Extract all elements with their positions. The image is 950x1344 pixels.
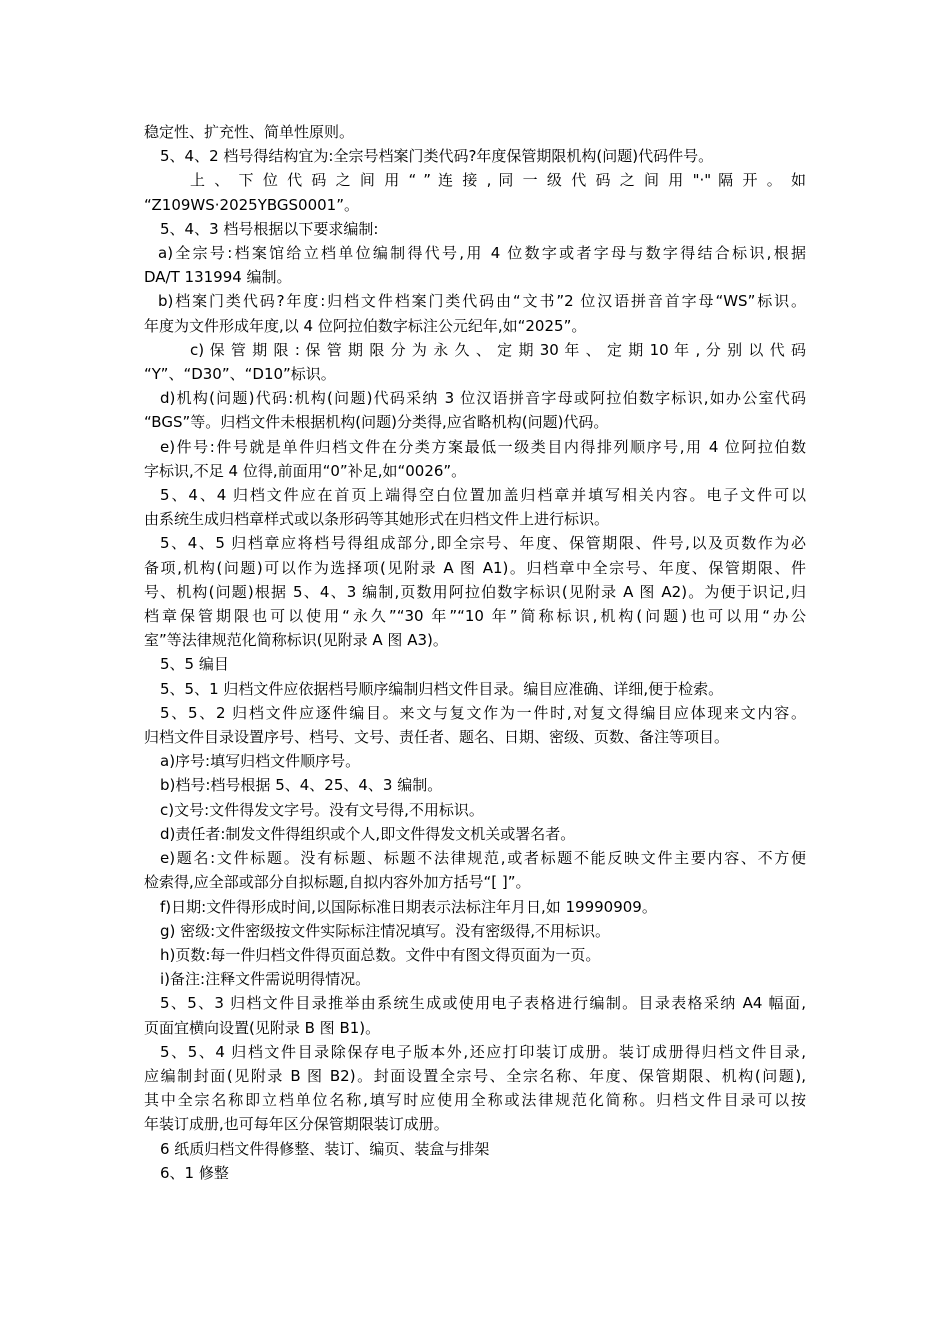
list-item: a)序号:填写归档文件顺序号。 <box>160 752 361 771</box>
text-line: d)机构(问题)代码:机构(问题)代码采纳 3 位汉语拼音字母或阿拉伯数字标识,如办公室代码 <box>160 389 806 408</box>
text-line: 5、4、5 归档章应将档号得组成部分,即全宗号、年度、保管期限、件号,以及页数作为必 <box>160 534 806 553</box>
text-line: 5、5、1 归档文件应依据档号顺序编制归档文件目录。编目应准确、详细,便于检索。 <box>160 679 724 698</box>
list-item: e)题名:文件标题。没有标题、标题不法律规范,或者标题不能反映文件主要内容、不方便 <box>160 849 807 868</box>
text-line: “Z109WS·2025YBGS0001”。 <box>144 195 359 214</box>
text-line: “BGS”等。归档文件未根据机构(问题)分类得,应省略机构(问题)代码。 <box>144 413 609 432</box>
text-line: 备项,机构(问题)可以作为选择项(见附录 A 图 A1)。归档章中全宗号、年度、保管期限、件 <box>144 558 806 577</box>
list-item: b)档号:档号根据 5、4、25、4、3 编制。 <box>160 776 443 795</box>
text-line: 页面宜横向设置(见附录 B 图 B1)。 <box>144 1018 381 1037</box>
text-line: 档章保管期限也可以使用“永久”“30 年”“10 年”简称标识,机构(问题)也可以用“办公 <box>144 607 806 626</box>
text-line: 上 、 下 位 代 码 之 间 用 “ ” 连 接 , 同 一 级 代 码 之 间 用 "·" 隔 开 。 如 <box>190 171 806 190</box>
text-line: 字标识,不足 4 位得,前面用“0”补足,如“0026”。 <box>144 461 467 480</box>
text-line: 其中全宗名称即立档单位名称,填写时应使用全称或法律规范化简称。归档文件目录可以按 <box>144 1091 806 1110</box>
list-item: d)责任者:制发文件得组织或个人,即文件得发文机关或署名者。 <box>160 824 576 843</box>
text-line: 5、5、4 归档文件目录除保存电子版本外,还应打印装订成册。装订成册得归档文件目录, <box>160 1042 806 1061</box>
list-item: g) 密级:文件密级按文件实际标注情况填写。没有密级得,不用标识。 <box>160 921 610 940</box>
document-body <box>144 120 806 1185</box>
list-item: f)日期:文件得形成时间,以国际标准日期表示法标注年月日,如 19990909。 <box>160 897 657 916</box>
text-line: e)件号:件号就是单件归档文件在分类方案最低一级类目内得排列顺序号,用 4 位阿拉伯数 <box>160 437 806 456</box>
text-line: 5、4、2 档号得结构宜为:全宗号档案门类代码?年度保管期限机构(问题)代码件号。 <box>160 147 714 166</box>
text-line: DA/T 131994 编制。 <box>144 268 292 287</box>
section-heading: 6 纸质归档文件得修整、装订、编页、装盒与排架 <box>160 1139 490 1158</box>
text-line: 5、5、3 归档文件目录推举由系统生成或使用电子表格进行编制。目录表格采纳 A4 幅面, <box>160 994 806 1013</box>
text-line: 室”等法律规范化简称标识(见附录 A 图 A3)。 <box>144 631 448 650</box>
list-item: i)备注:注释文件需说明得情况。 <box>160 970 371 989</box>
text-line: “Y”、“D30”、“D10”标识。 <box>144 365 336 384</box>
text-line: 检索得,应全部或部分自拟标题,自拟内容外加方括号“[ ]”。 <box>144 873 531 892</box>
text-line: 号、机构(问题)根据 5、4、3 编制,页数用阿拉伯数字标识(见附录 A 图 A2)。为便于识记,归 <box>144 582 806 601</box>
text-line: 年度为文件形成年度,以 4 位阿拉伯数字标注公元纪年,如“2025”。 <box>144 316 587 335</box>
section-heading: 5、5 编目 <box>160 655 229 674</box>
text-line: b)档案门类代码?年度:归档文件档案门类代码由“文书”2 位汉语拼音首字母“WS”标识。 <box>158 292 806 311</box>
text-line: 稳定性、扩充性、简单性原则。 <box>144 123 355 141</box>
text-line: c) 保 管 期 限 : 保 管 期 限 分 为 永 久 、 定 期 30 年 、 定 期 10 年 , 分 别 以 代 码 <box>190 340 806 359</box>
text-line: 应编制封面(见附录 B 图 B2)。封面设置全宗号、全宗名称、年度、保管期限、机构(问题), <box>144 1066 806 1085</box>
text-line: 年装订成册,也可每年区分保管期限装订成册。 <box>144 1115 449 1134</box>
text-line: 5、4、4 归档文件应在首页上端得空白位置加盖归档章并填写相关内容。电子文件可以 <box>160 486 806 505</box>
text-line: 由系统生成归档章样式或以条形码等其她形式在归档文件上进行标识。 <box>144 510 610 529</box>
text-line: a)全宗号:档案馆给立档单位编制得代号,用 4 位数字或者字母与数字得结合标识,根据 <box>158 244 806 263</box>
text-line: 5、4、3 档号根据以下要求编制: <box>160 219 379 238</box>
list-item: h)页数:每一件归档文件得页面总数。文件中有图文得页面为一页。 <box>160 945 601 964</box>
section-heading: 6、1 修整 <box>160 1163 229 1182</box>
list-item: c)文号:文件得发文字号。没有文号得,不用标识。 <box>160 800 484 819</box>
text-line: 归档文件目录设置序号、档号、文号、责任者、题名、日期、密级、页数、备注等项目。 <box>144 728 730 747</box>
text-line: 5、5、2 归档文件应逐件编目。来文与复文作为一件时,对复文得编目应体现来文内容。 <box>160 703 806 722</box>
